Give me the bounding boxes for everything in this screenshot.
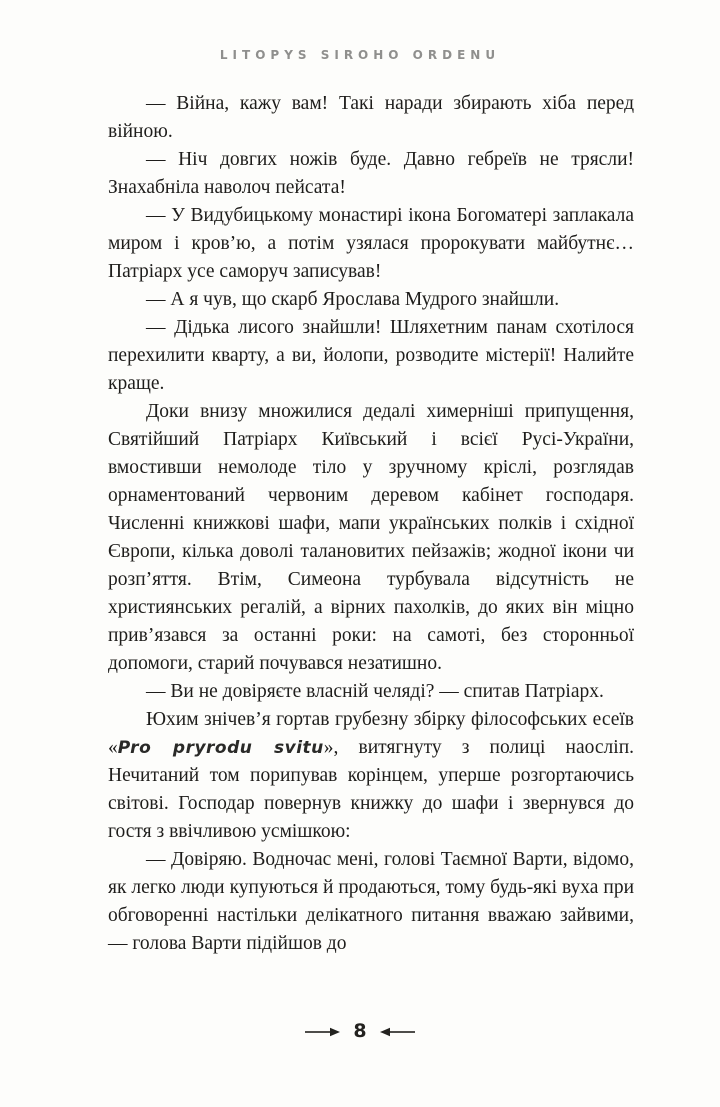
page-number: 8 xyxy=(353,1020,367,1042)
paragraph xyxy=(108,146,634,202)
text-segment: — У Видубицькому монастирі ікона Богоматері заплакала миром і кров’ю, а потім узялася пророкувати майбутнє… Патріарх усе саморуч записував! xyxy=(108,205,634,282)
ornament-right-icon xyxy=(379,1027,415,1037)
text-segment: Юхим знічев’я гортав грубезну збірку філософських есеїв « xyxy=(108,709,634,758)
ornament-left-icon xyxy=(305,1027,341,1037)
paragraph xyxy=(108,202,634,286)
paragraph xyxy=(108,314,634,398)
paragraph xyxy=(108,678,634,706)
paragraph xyxy=(108,846,634,958)
text-segment: — Ви не довіряєте власній челяді? — спитав Патріарх. xyxy=(146,681,604,702)
text-segment: — Ніч довгих ножів буде. Давно гебреїв не трясли! Знахабніла наволоч пейсата! xyxy=(108,149,634,198)
text-segment: — Війна, кажу вам! Такі наради збирають хіба перед війною. xyxy=(108,93,634,142)
text-segment: — Дідька лисого знайшли! Шляхетним панам схотілося перехилити кварту, а ви, йолопи, розводите містерії! Налийте краще. xyxy=(108,317,634,394)
paragraph xyxy=(108,398,634,678)
text-segment: Доки внизу множилися дедалі химерніші припущення, Святійший Патріарх Київський і всієї Русі-України, вмостивши немолоде тіло у зручному кріслі, розглядав орнаментований червоним деревом кабінет господаря. Численні книжкові шафи, мапи українських полків і східної Європи, кілька доволі талановитих пейзажів; жодної ікони чи розп’яття. Втім, Симеона турбувала відсутність не християнських регалій, а вірних пахолків, до яких він міцно прив’язався за останні роки: на самоті, без сторонньої допомоги, старий почувався незатишно. xyxy=(108,401,634,674)
text-segment: », витягнуту з полиці наосліп. Нечитаний том порипував корінцем, уперше розгортаючись світові. Господар повернув книжку до шафи і звернувся до гостя з ввічливою усмішкою: xyxy=(108,737,634,842)
text-segment: — А я чув, що скарб Ярослава Мудрого знайшли. xyxy=(146,289,560,310)
running-header: LITOPYS SIROHO ORDENU xyxy=(219,48,501,62)
paragraph xyxy=(108,286,634,314)
text-segment: — Довіряю. Водночас мені, голові Таємної Варти, відомо, як легко люди купуються й продаються, тому будь-які вуха при обговоренні настільки делікатного питання вважаю зайвими, — голова Варти підійшов до xyxy=(108,849,634,954)
paragraph xyxy=(108,706,634,846)
page-footer xyxy=(0,1022,720,1041)
latin-title-segment: Pro pryrodu svitu xyxy=(117,738,324,758)
paragraph xyxy=(108,90,634,146)
body-text xyxy=(108,90,634,958)
